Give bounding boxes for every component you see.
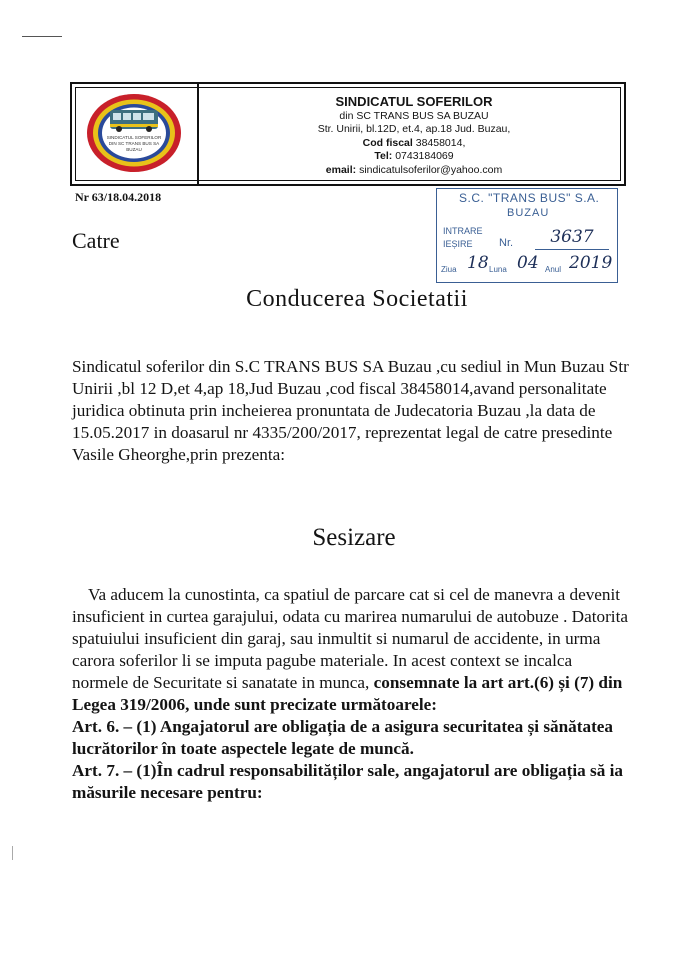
stamp-company: S.C. "TRANS BUS" S.A. — [459, 191, 600, 205]
recipient: Conducerea Societatii — [246, 286, 468, 312]
scan-margin-mark — [22, 36, 62, 37]
union-contact-block — [208, 94, 620, 177]
document-title: Sesizare — [312, 524, 396, 551]
letterhead-divider — [197, 84, 199, 184]
registration-stamp — [436, 188, 618, 283]
stamp-month-label: Luna — [489, 265, 507, 274]
union-address: Str. Unirii, bl.12D, et.4, ap.18 Jud. Buzau, — [317, 123, 511, 136]
union-logo — [84, 91, 184, 175]
intro-paragraph: Sindicatul soferilor din S.C TRANS BUS SA Buzau ,cu sediul in Mun Buzau Str Unirii ,bl 12 D,et 4,ap 18,Jud Buzau ,cod fiscal 38458014,avand personalitate juridica obtinuta prin incheierea pronuntata de Judecatoria Buzau ,la data de 15.05.2017 in doasarul nr 4335/200/2017, reprezentat legal de catre presedinte Vasile Gheorghe,prin prezenta: — [72, 357, 629, 464]
complaint-body — [72, 584, 632, 804]
stamp-in-out: INTRARE IEȘIRE — [443, 226, 483, 249]
article-6: Art. 6. – (1) Angajatorul are obligația de a asigura securitatea și sănătatea lucrătorilor în toate aspectele legate de muncă. — [72, 717, 614, 758]
email: email: sindicatulsoferilor@yahoo.com — [325, 163, 503, 176]
stamp-month-value: 04 — [517, 253, 539, 273]
stamp-city: BUZAU — [507, 207, 550, 219]
phone: Tel: 0743184069 — [374, 150, 454, 163]
stamp-year-value: 2019 — [569, 253, 613, 273]
stamp-nr-value: 3637 — [535, 227, 609, 250]
union-title: SINDICATUL SOFERILOR — [335, 94, 493, 109]
union-subtitle: din SC TRANS BUS SA BUZAU — [339, 110, 489, 122]
stamp-day-value: 18 — [467, 253, 489, 273]
article-7: Art. 7. – (1)În cadrul responsabilităților sale, angajatorul are obligația să ia măsurile necesare pentru: — [72, 761, 623, 802]
logo-text-3: BUZAU — [126, 147, 142, 152]
addressee-label: Catre — [72, 228, 120, 253]
registration-number: Nr 63/18.04.2018 — [75, 190, 162, 204]
stamp-date-row — [441, 253, 613, 279]
fiscal-code: Cod fiscal 38458014, — [362, 136, 466, 149]
body-paragraph: Va aducem la cunostinta, ca spatiul de parcare cat si cel de manevra a devenit insuficient in curtea garajului, odata cu marirea numarului de autobuze . Datorita spatuiului insuficient din garaj, sau inmultit si numarul de accidente, in urma carora soferilor li se imputa pagube materiale. In acest context se incalca normele de Securitate si sanatate in munca, consemnate la art art.(6) și (7) din Legea 319/2006, unde sunt precizate următoarele: — [72, 585, 628, 714]
logo-text-1: SINDICATUL SOFERILOR — [106, 135, 162, 140]
logo-text-2: DIN SC TRANS BUS SA — [108, 141, 160, 146]
stamp-year-label: Anul — [545, 265, 562, 274]
stamp-day-label: Ziua — [441, 265, 457, 274]
scan-margin-mark — [12, 846, 15, 860]
letterhead — [70, 82, 626, 186]
stamp-nr-label: Nr. — [499, 237, 514, 249]
